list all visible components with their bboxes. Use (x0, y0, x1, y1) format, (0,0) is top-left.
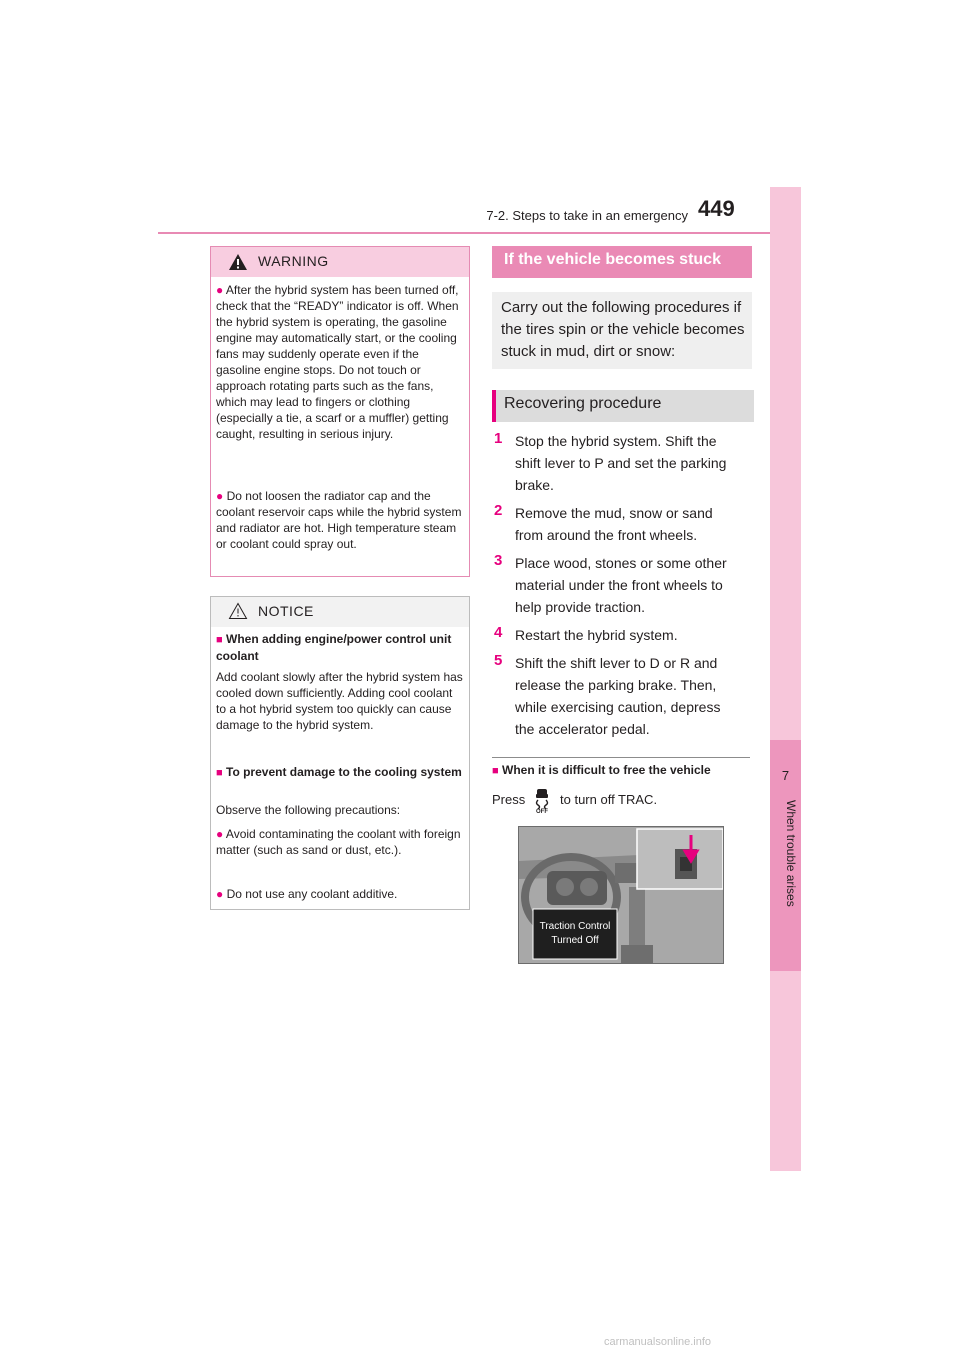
notice-bullet: ● Avoid contaminating the coolant with foreign matter (such as sand or dust, etc.). (216, 827, 461, 857)
bullet-icon: ● (216, 283, 224, 297)
side-strip (770, 187, 801, 1171)
illustration-label-line1: Traction Control (539, 921, 611, 932)
notice-paragraph: Add coolant slowly after the hybrid system has cooled down sufficiently. Adding cool coolant to a hot hybrid system too quickly can cause damage to the hybrid system. (216, 670, 463, 732)
notice-heading: ■ When adding engine/power control unit coolant (216, 632, 452, 663)
warning-item-text: After the hybrid system has been turned off, check that the “READY” indicator is off. When the hybrid system is operating, the gasoline engine may automatically start, or the cooling fans may suddenly operate even if the gasoline engine stops. Do not touch or approach rotating parts such as the fans, which may lead to fingers or clothing (especially a tie, a scarf or a muffler) getting caught, resulting in serious injury. (216, 283, 459, 441)
dashboard-illustration (518, 826, 724, 964)
step-text: Place wood, stones or some other material under the front wheels to help provide traction. (515, 555, 727, 615)
notice-paragraph: Observe the following precautions: (216, 803, 401, 817)
running-header: 7-2. Steps to take in an emergency (486, 208, 688, 223)
press-instruction-start: Press (492, 792, 526, 807)
caution-triangle-icon (228, 602, 248, 620)
warning-title: WARNING (258, 253, 329, 269)
notice-header (211, 597, 469, 627)
chapter-label: When trouble arises (784, 800, 798, 907)
step-number: 4 (494, 624, 503, 641)
notice-heading: ■ To prevent damage to the cooling system (216, 765, 462, 779)
warning-triangle-icon (228, 253, 248, 271)
trac-off-icon-label: OFF (536, 809, 548, 814)
bullet-icon: ● (216, 489, 224, 503)
square-bullet-icon: ■ (492, 765, 499, 777)
subsection-title: Recovering procedure (504, 395, 662, 412)
bullet-icon: ● (216, 827, 224, 841)
warning-item (216, 282, 464, 442)
notice-title: NOTICE (258, 603, 314, 619)
warning-item-text: Do not loosen the radiator cap and the coolant reservoir caps while the hybrid system and radiator are hot. High temperature steam or coolant could spray out. (216, 489, 462, 551)
trac-off-icon (530, 788, 554, 814)
step-number: 1 (494, 430, 503, 447)
press-instruction-end: to turn off TRAC. (560, 792, 658, 807)
page-number: 449 (698, 196, 735, 221)
header-divider (158, 232, 770, 234)
illustration-label-line2: Turned Off (551, 935, 599, 946)
step-text: Stop the hybrid system. Shift the shift lever to P and set the parking brake. (515, 433, 727, 493)
section-title: If the vehicle becomes stuck (504, 251, 721, 268)
intro-text: Carry out the following procedures if the tires spin or the vehicle becomes stuck in mud, dirt or snow: (501, 299, 745, 360)
step-number: 5 (494, 652, 503, 669)
warning-item (216, 488, 464, 552)
step-text: Remove the mud, snow or sand from around the front wheels. (515, 505, 713, 543)
step-text: Restart the hybrid system. (515, 627, 678, 643)
bullet-icon: ● (216, 887, 224, 901)
dashboard-drawing (519, 827, 724, 964)
free-vehicle-heading: ■ When it is difficult to free the vehicle (492, 763, 711, 777)
notice-bullet: ● Do not use any coolant additive. (216, 887, 398, 901)
chapter-number: 7 (781, 768, 790, 783)
step-number: 3 (494, 552, 503, 569)
step-text: Shift the shift lever to D or R and release the parking brake. Then, while exercising caution, depress the accelerator pedal. (515, 655, 721, 737)
square-bullet-icon: ■ (216, 634, 223, 646)
square-bullet-icon: ■ (216, 767, 223, 779)
step-number: 2 (494, 502, 503, 519)
warning-header (211, 247, 469, 277)
watermark: carmanualsonline.info (604, 1336, 712, 1348)
section-divider (492, 757, 750, 758)
